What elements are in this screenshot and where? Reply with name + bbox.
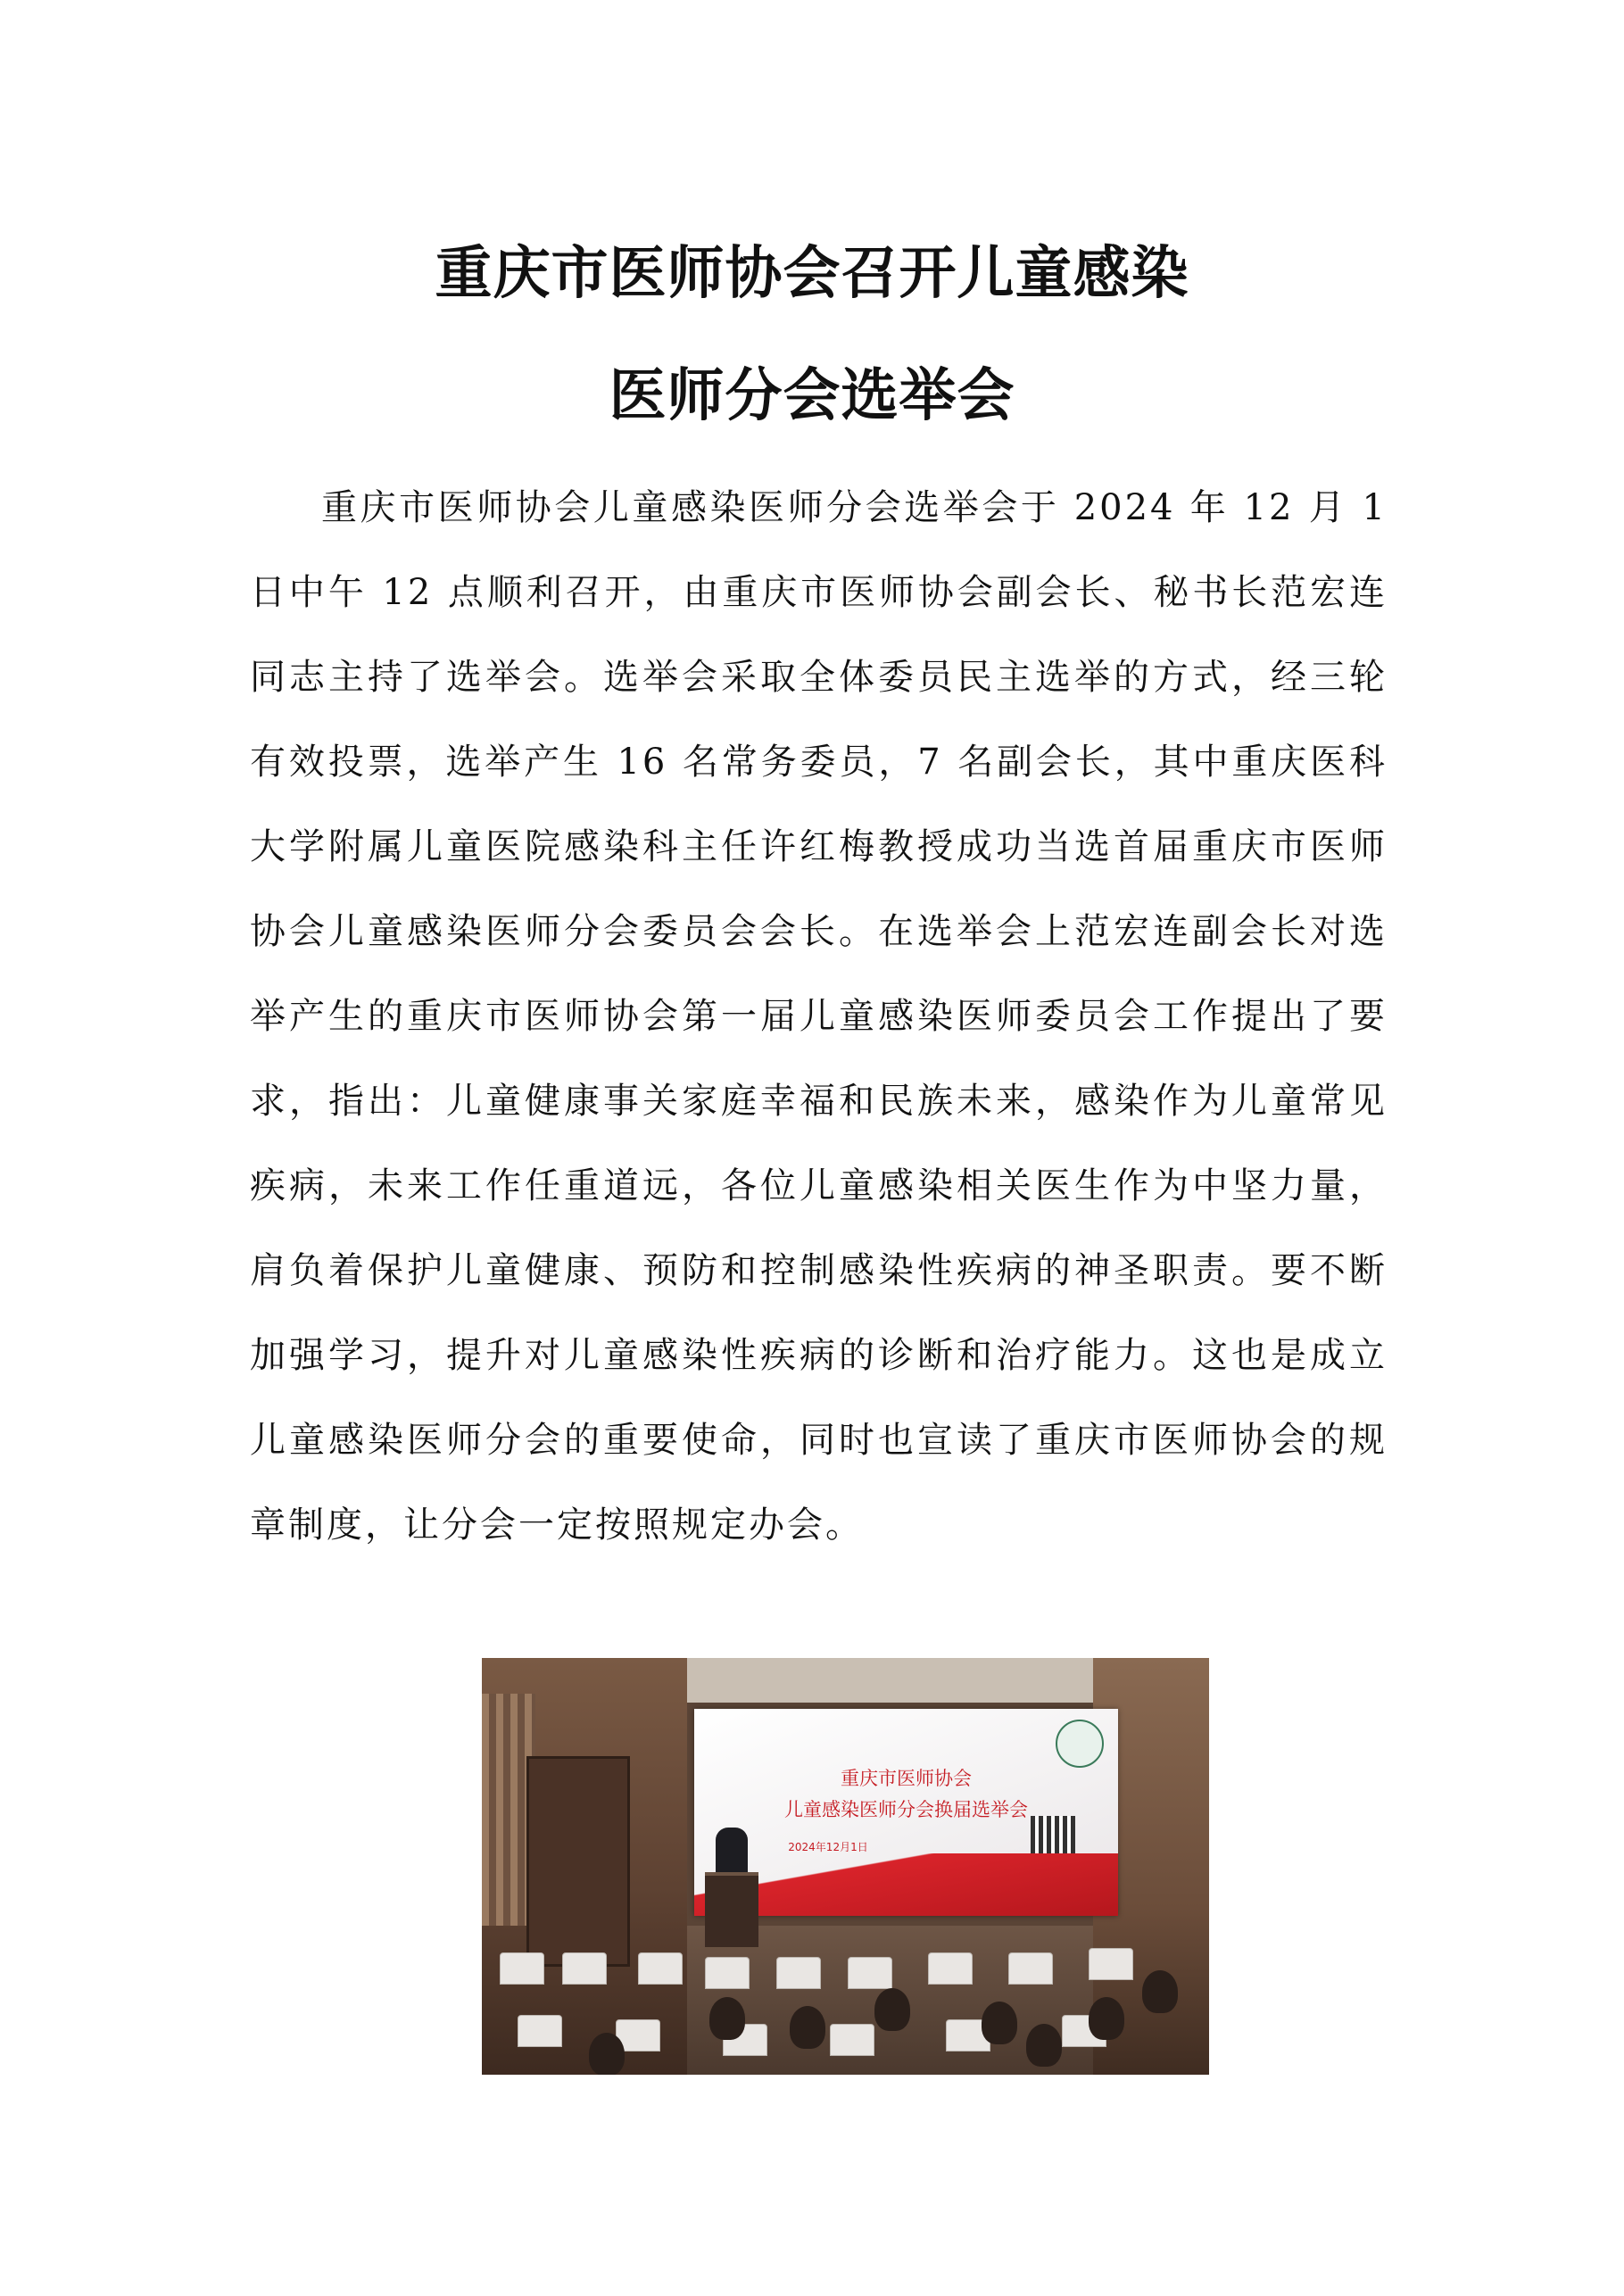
article-title-line1: 重庆市医师协会召开儿童感染 [435,241,1189,307]
audience-member [790,2006,825,2049]
article-body: 重庆市医师协会儿童感染医师分会选举会于 2024 年 12 月 1 日中午 12 点顺利召开，由重庆市医师协会副会长、秘书长范宏连同志主持了选举会。选举会采取全体委员民主选举的方式，经三轮有效投票，选举产生 16 名常务委员，7 名副会长，其中重庆医科大学附属儿童医院感染科主任许红梅教授成功当选首届重庆市医师协会儿童感染医师分会委员会会长。在选举会上范宏连副会长对选举产生的重庆市医师协会第一届儿童感染医师委员会工作提出了要求，指出：儿童健康事关家庭幸福和民族未来，感染作为儿童常见疾病，未来工作任重道远，各位儿童感染相关医生作为中坚力量，肩负着保护儿童健康、预防和控制感染性疾病的神圣职责。要不断加强学习，提升对儿童感染性疾病的诊断和治疗能力。这也是成立儿童感染医师分会的重要使命，同时也宣读了重庆市医师协会的规章制度，让分会一定按照规定办会。 [250,487,1388,1546]
audience-member [1142,1970,1178,2013]
audience-member [1026,2024,1062,2067]
chair [848,1957,892,1989]
article-title-line2: 医师分会选举会 [609,363,1015,429]
chair [1089,1948,1133,1980]
audience-member [982,2002,1017,2044]
chair [562,1952,607,1985]
chair [500,1952,544,1985]
screen-title-line2: 儿童感染医师分会换届选举会 [784,1799,1028,1820]
podium [705,1872,758,1947]
audience-member [709,1997,745,2040]
audience-member [589,2033,625,2075]
chair [928,1952,973,1985]
meeting-photo [482,1658,1209,2075]
chair [705,1957,750,1989]
photo-wall-left [482,1658,687,2075]
association-logo-icon [1056,1720,1104,1768]
photo-door [526,1756,630,1967]
chair [638,1952,683,1985]
audience-member [1089,1997,1124,2040]
screen-title-line1: 重庆市医师协会 [841,1768,972,1789]
chair [1008,1952,1053,1985]
chair [830,2024,874,2056]
audience-member [874,1988,910,2031]
screen-date: 2024年12月1日 [788,1841,868,1853]
chair [776,1957,821,1989]
chair [518,2015,562,2047]
